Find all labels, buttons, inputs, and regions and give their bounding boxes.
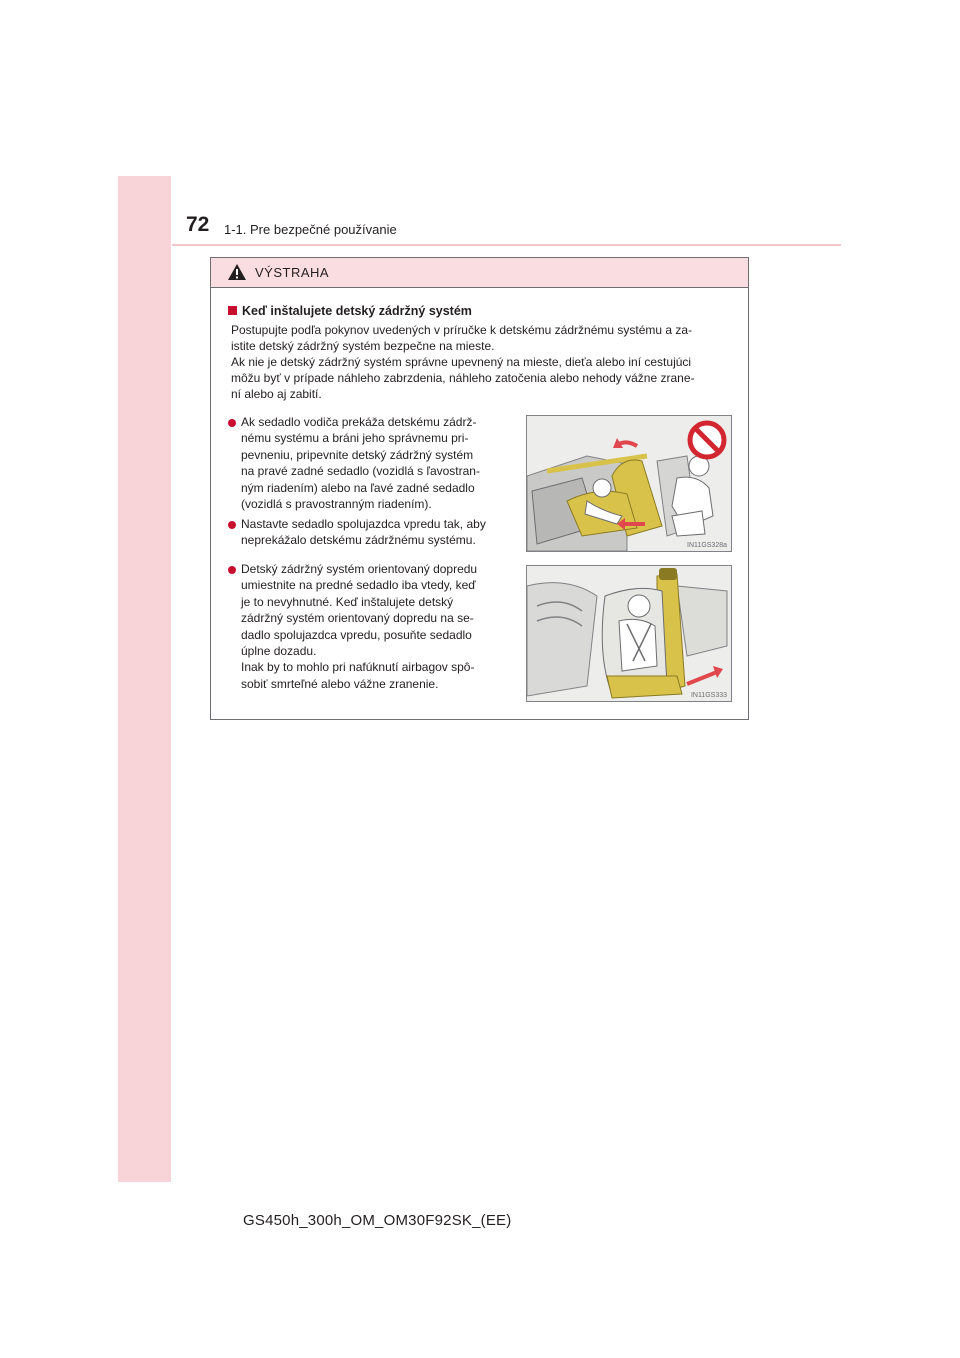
intro-line: ní alebo aj zabití. [231, 387, 322, 401]
front-seat-scene [527, 566, 731, 701]
list-item-text: Detský zádržný systém orientovaný dopredu umiestnite na predné sedadlo iba vtedy, keď je to nevyhnutné. Keď inštalujete detský zádržný systém orientovaný dopredu na se- dadlo spolujazdca vpredu, posuňte sedadlo úplne dozadu. Inak by to mohlo pri nafúknutí airbagov spô- sobiť smrteľné alebo vážne zranenie. [241, 562, 478, 691]
round-bullet-icon [228, 566, 236, 574]
list-item-text: Nastavte sedadlo spolujazdca vpredu tak, aby neprekážalo detskému zádržnému systému. [241, 517, 486, 548]
rear-seat-scene [527, 416, 731, 551]
warning-subheading [228, 304, 472, 318]
document-code: GS450h_300h_OM_OM30F92SK_(EE) [243, 1212, 512, 1229]
header-rule [172, 244, 841, 246]
list-item [228, 516, 514, 549]
warning-header [211, 258, 748, 288]
subheading-text: Keď inštalujete detský zádržný systém [242, 304, 472, 318]
intro-paragraph [231, 322, 741, 402]
list-item [228, 414, 514, 512]
round-bullet-icon [228, 419, 236, 427]
intro-line: Postupujte podľa pokynov uvedených v príručke k detskému zádržnému systému a za- [231, 323, 693, 337]
intro-line: môžu byť v prípade náhleho zabrzdenia, náhleho zatočenia alebo nehody vážne zrane- [231, 371, 695, 385]
intro-line: istite detský zádržný systém bezpečne na mieste. [231, 339, 495, 353]
prohibited-icon [690, 423, 724, 457]
illustration-front-seat-child-restraint [526, 565, 732, 702]
intro-line: Ak nie je detský zádržný systém správne upevnený na mieste, dieťa alebo iní cestujúci [231, 355, 692, 369]
section-title: 1-1. Pre bezpečné používanie [224, 222, 397, 237]
list-item [228, 561, 514, 692]
illustration-rear-seat-child-restraint [526, 415, 732, 552]
illustration-code: IN11GS328a [687, 542, 727, 549]
square-bullet-icon [228, 306, 237, 315]
round-bullet-icon [228, 521, 236, 529]
list-item-text: Ak sedadlo vodiča prekáža detskému zádrž- nému systému a bráni jeho správnemu pri- pevneniu, pripevnite detský zádržný systém na pravé zadné sedadlo (vozidlá s ľavostran- ným riadením) alebo na ľavé zadné sedadlo (vozidlá s pravostranným riadením). [241, 415, 480, 512]
page-number: 72 [186, 213, 210, 236]
warning-title: VÝSTRAHA [255, 265, 330, 280]
warning-box [210, 257, 749, 720]
illustration-code: IN11GS333 [690, 692, 727, 699]
chapter-side-bar [118, 176, 171, 1182]
warning-triangle-icon [227, 263, 247, 281]
